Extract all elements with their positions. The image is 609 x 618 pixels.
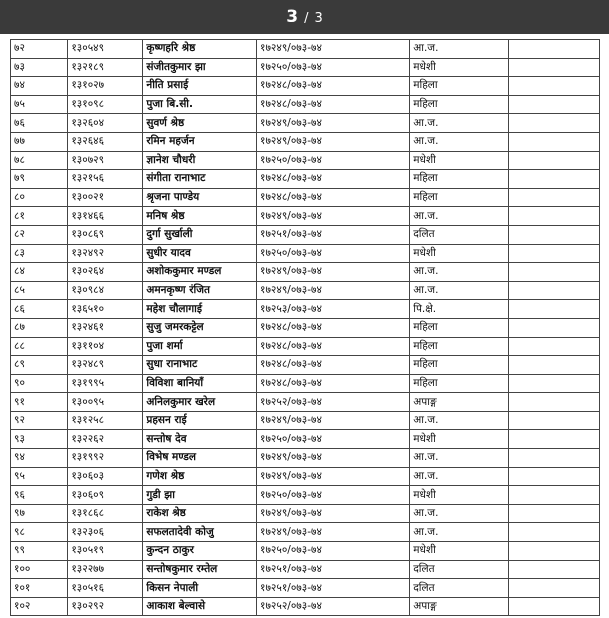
serial-number-cell: ९९: [11, 542, 68, 561]
table-row: [11, 523, 600, 542]
table-row: [11, 504, 600, 523]
category-cell: दलित: [410, 579, 509, 598]
category-cell: अपाङ्ग: [410, 393, 509, 412]
roll-number-cell: १३२१५६: [68, 170, 143, 189]
roll-number-cell: १३१०९८: [68, 95, 143, 114]
candidate-name-cell: गुडी झा: [143, 486, 257, 505]
table-row: [11, 281, 600, 300]
roll-number-cell: १३००९५: [68, 393, 143, 412]
candidate-name-cell: रमिन महर्जन: [143, 132, 257, 151]
table-row: [11, 393, 600, 412]
remarks-cell: [509, 132, 600, 151]
roll-number-cell: १३०६०९: [68, 486, 143, 505]
table-row: [11, 356, 600, 375]
serial-number-cell: ७७: [11, 132, 68, 151]
remarks-cell: [509, 374, 600, 393]
registration-number-cell: १७२४९/०७३-७४: [257, 207, 410, 226]
table-row: [11, 449, 600, 468]
remarks-cell: [509, 411, 600, 430]
roll-number-cell: १३०५१९: [68, 542, 143, 561]
registration-number-cell: १७२५०/०७३-७४: [257, 151, 410, 170]
table-row: [11, 40, 600, 59]
roll-number-cell: १३०८६९: [68, 225, 143, 244]
remarks-cell: [509, 318, 600, 337]
table-row: [11, 467, 600, 486]
table-row: [11, 151, 600, 170]
table-row: [11, 263, 600, 282]
registration-number-cell: १७२५०/०७३-७४: [257, 244, 410, 263]
remarks-cell: [509, 225, 600, 244]
roll-number-cell: १३०२९२: [68, 597, 143, 616]
remarks-cell: [509, 579, 600, 598]
serial-number-cell: ८०: [11, 188, 68, 207]
remarks-cell: [509, 300, 600, 319]
remarks-cell: [509, 244, 600, 263]
candidate-name-cell: संजीतकुमार झा: [143, 58, 257, 77]
registration-number-cell: १७२४९/०७३-७४: [257, 411, 410, 430]
remarks-cell: [509, 597, 600, 616]
candidate-name-cell: राकेश श्रेष्ठ: [143, 504, 257, 523]
roll-number-cell: १३१२५८: [68, 411, 143, 430]
remarks-cell: [509, 77, 600, 96]
registration-number-cell: १७२४९/०७३-७४: [257, 281, 410, 300]
candidate-name-cell: पुजा शर्मा: [143, 337, 257, 356]
remarks-cell: [509, 170, 600, 189]
roll-number-cell: १३१८६८: [68, 504, 143, 523]
candidate-name-cell: सुधा रानाभाट: [143, 356, 257, 375]
registration-number-cell: १७२४९/०७३-७४: [257, 263, 410, 282]
remarks-cell: [509, 356, 600, 375]
candidate-name-cell: किसन नेपाली: [143, 579, 257, 598]
total-page-count: 3: [314, 11, 323, 26]
remarks-cell: [509, 560, 600, 579]
serial-number-cell: ८१: [11, 207, 68, 226]
table-row: [11, 300, 600, 319]
category-cell: महिला: [410, 356, 509, 375]
candidate-name-cell: कृष्णहरि श्रेष्ठ: [143, 40, 257, 59]
serial-number-cell: ७८: [11, 151, 68, 170]
roll-number-cell: १३१९९५: [68, 374, 143, 393]
serial-number-cell: ८६: [11, 300, 68, 319]
remarks-cell: [509, 393, 600, 412]
table-row: [11, 486, 600, 505]
candidate-name-cell: अमनकृष्ण रंजित: [143, 281, 257, 300]
roll-number-cell: १३२४९२: [68, 244, 143, 263]
category-cell: अपाङ्ग: [410, 597, 509, 616]
category-cell: आ.ज.: [410, 449, 509, 468]
roll-number-cell: १३०९८४: [68, 281, 143, 300]
serial-number-cell: ७६: [11, 114, 68, 133]
registration-number-cell: १७२४८/०७३-७४: [257, 318, 410, 337]
roll-number-cell: १३१९९२: [68, 449, 143, 468]
table-row: [11, 597, 600, 616]
serial-number-cell: ७३: [11, 58, 68, 77]
remarks-cell: [509, 449, 600, 468]
serial-number-cell: ९८: [11, 523, 68, 542]
table-row: [11, 579, 600, 598]
category-cell: आ.ज.: [410, 40, 509, 59]
registration-number-cell: १७२४८/०७३-७४: [257, 170, 410, 189]
document-page: [0, 34, 609, 618]
category-cell: महिला: [410, 170, 509, 189]
candidate-name-cell: नीति प्रसाई: [143, 77, 257, 96]
table-row: [11, 207, 600, 226]
category-cell: महिला: [410, 95, 509, 114]
table-row: [11, 114, 600, 133]
serial-number-cell: ७२: [11, 40, 68, 59]
registration-number-cell: १७२४८/०७३-७४: [257, 356, 410, 375]
registration-number-cell: १७२५१/०७३-७४: [257, 579, 410, 598]
registration-number-cell: १७२५१/०७३-७४: [257, 560, 410, 579]
registration-number-cell: १७२५०/०७३-७४: [257, 430, 410, 449]
roll-number-cell: १३२२७७: [68, 560, 143, 579]
category-cell: दलित: [410, 560, 509, 579]
registration-number-cell: १७२४८/०७३-७४: [257, 188, 410, 207]
roll-number-cell: १३२४६१: [68, 318, 143, 337]
candidate-name-cell: सुजु जमरकट्टेल: [143, 318, 257, 337]
roll-number-cell: १३०२६४: [68, 263, 143, 282]
candidate-name-cell: आकाश बेल्वासे: [143, 597, 257, 616]
category-cell: महिला: [410, 188, 509, 207]
category-cell: मधेशी: [410, 430, 509, 449]
category-cell: आ.ज.: [410, 114, 509, 133]
serial-number-cell: ८७: [11, 318, 68, 337]
registration-number-cell: १७२५२/०७३-७४: [257, 393, 410, 412]
table-row: [11, 95, 600, 114]
roll-number-cell: १३१४६६: [68, 207, 143, 226]
serial-number-cell: ९०: [11, 374, 68, 393]
serial-number-cell: ९१: [11, 393, 68, 412]
serial-number-cell: १०१: [11, 579, 68, 598]
roll-number-cell: १३१०२७: [68, 77, 143, 96]
candidate-name-cell: सुधीर यादव: [143, 244, 257, 263]
remarks-cell: [509, 114, 600, 133]
remarks-cell: [509, 486, 600, 505]
serial-number-cell: १०२: [11, 597, 68, 616]
category-cell: मधेशी: [410, 486, 509, 505]
serial-number-cell: ९७: [11, 504, 68, 523]
remarks-cell: [509, 542, 600, 561]
remarks-cell: [509, 151, 600, 170]
category-cell: आ.ज.: [410, 207, 509, 226]
registration-number-cell: १७२४८/०७३-७४: [257, 95, 410, 114]
category-cell: आ.ज.: [410, 411, 509, 430]
candidate-name-cell: मनिष श्रेष्ठ: [143, 207, 257, 226]
category-cell: मधेशी: [410, 542, 509, 561]
roll-number-cell: १३०६०३: [68, 467, 143, 486]
category-cell: आ.ज.: [410, 132, 509, 151]
serial-number-cell: ७९: [11, 170, 68, 189]
category-cell: आ.ज.: [410, 467, 509, 486]
table-row: [11, 77, 600, 96]
remarks-cell: [509, 467, 600, 486]
serial-number-cell: ९२: [11, 411, 68, 430]
candidate-name-cell: पुजा बि.सी.: [143, 95, 257, 114]
roll-number-cell: १३००२१: [68, 188, 143, 207]
serial-number-cell: ९६: [11, 486, 68, 505]
table-row: [11, 337, 600, 356]
registration-number-cell: १७२४८/०७३-७४: [257, 374, 410, 393]
candidate-name-cell: विभेष मण्डल: [143, 449, 257, 468]
table-row: [11, 318, 600, 337]
serial-number-cell: ८२: [11, 225, 68, 244]
serial-number-cell: ८८: [11, 337, 68, 356]
results-table-body: [11, 40, 600, 616]
candidate-name-cell: सुवर्ण श्रेष्ठ: [143, 114, 257, 133]
registration-number-cell: १७२४९/०७३-७४: [257, 504, 410, 523]
registration-number-cell: १७२५०/०७३-७४: [257, 58, 410, 77]
serial-number-cell: ९४: [11, 449, 68, 468]
candidate-name-cell: महेश चौलागाई: [143, 300, 257, 319]
remarks-cell: [509, 95, 600, 114]
registration-number-cell: १७२४९/०७३-७४: [257, 114, 410, 133]
registration-number-cell: १७२४९/०७३-७४: [257, 40, 410, 59]
roll-number-cell: १३२३०६: [68, 523, 143, 542]
pdf-viewer-toolbar: [0, 0, 609, 34]
candidate-name-cell: अशोककुमार मण्डल: [143, 263, 257, 282]
table-row: [11, 170, 600, 189]
serial-number-cell: ७४: [11, 77, 68, 96]
candidate-name-cell: प्रहसन राई: [143, 411, 257, 430]
registration-number-cell: १७२५०/०७३-७४: [257, 486, 410, 505]
roll-number-cell: १३२२६२: [68, 430, 143, 449]
category-cell: पि.क्षे.: [410, 300, 509, 319]
registration-number-cell: १७२४९/०७३-७४: [257, 523, 410, 542]
category-cell: मधेशी: [410, 151, 509, 170]
remarks-cell: [509, 430, 600, 449]
table-row: [11, 58, 600, 77]
candidate-name-cell: कुन्दन ठाकुर: [143, 542, 257, 561]
table-row: [11, 411, 600, 430]
candidate-name-cell: ज्ञानेश चौधरी: [143, 151, 257, 170]
page-separator: /: [304, 11, 309, 26]
category-cell: आ.ज.: [410, 504, 509, 523]
table-row: [11, 188, 600, 207]
category-cell: महिला: [410, 318, 509, 337]
registration-number-cell: १७२४९/०७३-७४: [257, 132, 410, 151]
table-row: [11, 374, 600, 393]
roll-number-cell: १३०५१६: [68, 579, 143, 598]
category-cell: महिला: [410, 77, 509, 96]
remarks-cell: [509, 188, 600, 207]
roll-number-cell: १३११०४: [68, 337, 143, 356]
category-cell: महिला: [410, 374, 509, 393]
registration-number-cell: १७२४९/०७३-७४: [257, 449, 410, 468]
serial-number-cell: ८५: [11, 281, 68, 300]
roll-number-cell: १३२६०४: [68, 114, 143, 133]
registration-number-cell: १७२५२/०७३-७४: [257, 597, 410, 616]
serial-number-cell: ८४: [11, 263, 68, 282]
candidate-name-cell: गणेश श्रेष्ठ: [143, 467, 257, 486]
category-cell: आ.ज.: [410, 523, 509, 542]
remarks-cell: [509, 523, 600, 542]
registration-number-cell: १७२४८/०७३-७४: [257, 337, 410, 356]
candidate-name-cell: सन्तोष देव: [143, 430, 257, 449]
candidate-name-cell: श्रृजना पाण्डेय: [143, 188, 257, 207]
category-cell: आ.ज.: [410, 263, 509, 282]
registration-number-cell: १७२५१/०७३-७४: [257, 225, 410, 244]
candidate-name-cell: अनिलकुमार खरेल: [143, 393, 257, 412]
candidate-name-cell: सफलतादेवी कोजु: [143, 523, 257, 542]
page-indicator: [286, 7, 323, 27]
current-page-number[interactable]: 3: [286, 7, 299, 27]
table-row: [11, 560, 600, 579]
registration-number-cell: १७२४८/०७३-७४: [257, 77, 410, 96]
category-cell: दलित: [410, 225, 509, 244]
remarks-cell: [509, 337, 600, 356]
results-table: [10, 39, 600, 616]
roll-number-cell: १३०७२९: [68, 151, 143, 170]
table-row: [11, 542, 600, 561]
category-cell: मधेशी: [410, 244, 509, 263]
candidate-name-cell: दुर्गा सुर्खाली: [143, 225, 257, 244]
roll-number-cell: १३६५१०: [68, 300, 143, 319]
table-row: [11, 244, 600, 263]
serial-number-cell: ९३: [11, 430, 68, 449]
serial-number-cell: १००: [11, 560, 68, 579]
registration-number-cell: १७२४९/०७३-७४: [257, 467, 410, 486]
candidate-name-cell: विविशा बानियाँ: [143, 374, 257, 393]
serial-number-cell: ८३: [11, 244, 68, 263]
roll-number-cell: १३०५४९: [68, 40, 143, 59]
serial-number-cell: ९५: [11, 467, 68, 486]
serial-number-cell: ८९: [11, 356, 68, 375]
roll-number-cell: १३२४८९: [68, 356, 143, 375]
remarks-cell: [509, 58, 600, 77]
remarks-cell: [509, 281, 600, 300]
serial-number-cell: ७५: [11, 95, 68, 114]
table-row: [11, 430, 600, 449]
table-row: [11, 225, 600, 244]
registration-number-cell: १७२५०/०७३-७४: [257, 542, 410, 561]
registration-number-cell: १७२५३/०७३-७४: [257, 300, 410, 319]
remarks-cell: [509, 40, 600, 59]
candidate-name-cell: सन्तोषकुमार रम्तेल: [143, 560, 257, 579]
category-cell: आ.ज.: [410, 281, 509, 300]
category-cell: मधेशी: [410, 58, 509, 77]
candidate-name-cell: संगीता रानाभाट: [143, 170, 257, 189]
remarks-cell: [509, 263, 600, 282]
remarks-cell: [509, 207, 600, 226]
roll-number-cell: १३२६४६: [68, 132, 143, 151]
remarks-cell: [509, 504, 600, 523]
table-row: [11, 132, 600, 151]
category-cell: महिला: [410, 337, 509, 356]
roll-number-cell: १३२१८९: [68, 58, 143, 77]
